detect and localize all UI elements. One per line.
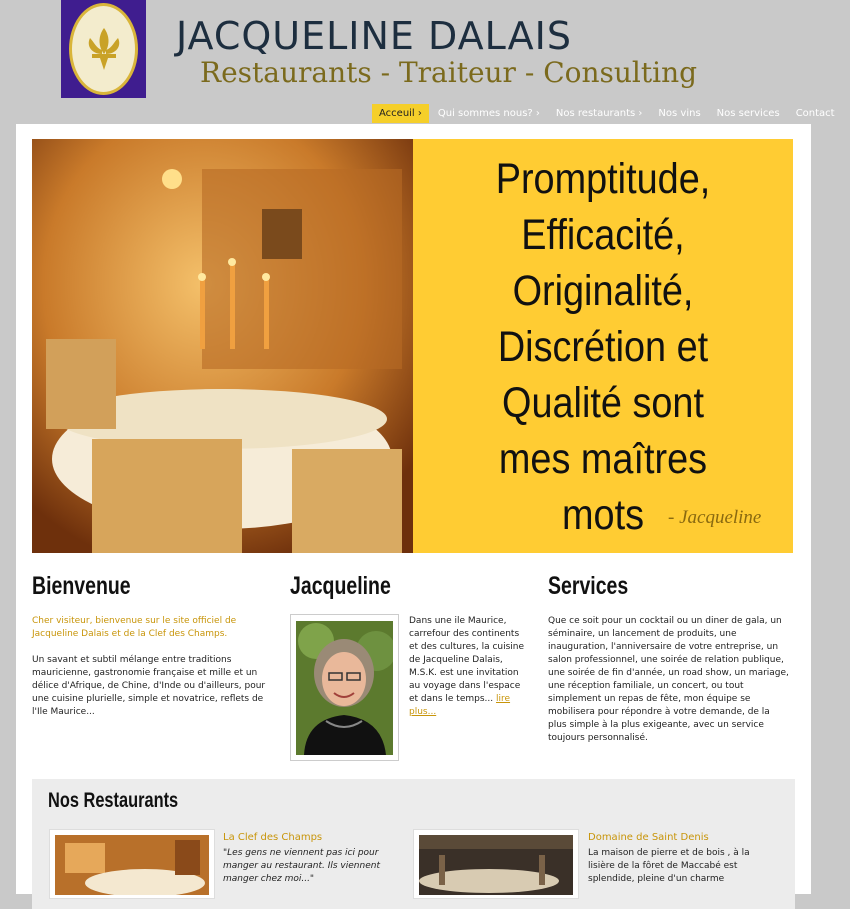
nav-nos-services[interactable]: Nos services — [716, 107, 780, 119]
content-panel — [16, 124, 811, 894]
nav-accueil[interactable]: Acceuil › — [372, 104, 429, 123]
jacqueline-heading: Jacqueline — [290, 572, 391, 600]
main-nav — [372, 102, 844, 124]
nav-contact[interactable]: Contact — [795, 107, 835, 119]
restaurant-name-clef-des-champs[interactable]: La Clef des Champs — [223, 832, 323, 843]
restaurants-section — [32, 779, 795, 909]
restaurants-heading: Nos Restaurants — [48, 789, 179, 812]
hero-photo — [32, 139, 413, 553]
services-body: Que ce soit pour un cocktail ou un diner de gala, un séminaire, un lancement de produits, une inauguration, l'anniversaire de votre entreprise, un salon professionnel, une soirée de relation publique, une soirée de fin d'année, un road show, un mariage, une réception familiale, un concert, ou tout simplement un repas de fête, mon équipe se mobilisera pour répondre à votre demande, de la plus simple à la plus exigeante, avec un service toujours personnalisé. — [548, 616, 789, 743]
jacqueline-body — [409, 615, 531, 719]
restaurant-desc-clef-des-champs: "Les gens ne viennent pas ici pour manger au restaurant. Ils viennent manger chez moi..." — [223, 848, 380, 884]
jacqueline-portrait — [290, 614, 399, 761]
bienvenue-intro: Cher visiteur, bienvenue sur le site officiel de Jacqueline Dalais et de la Clef des Champs. — [32, 616, 237, 639]
nav-nos-restaurants[interactable]: Nos restaurants › — [555, 107, 643, 119]
quote-author: - Jacqueline — [668, 507, 762, 528]
jacqueline-body-text: Dans une ile Maurice, carrefour des continents et des cultures, la cuisine de Jacqueline Dalais, M.S.K. est une invitation au voyage dans l'espace et dans le temps... — [409, 616, 525, 704]
brand-name: JACQUELINE DALAIS — [176, 14, 572, 58]
hero-quote-panel — [413, 139, 793, 553]
logo[interactable] — [61, 0, 146, 98]
hero-quote: Promptitude, Efficacité, Originalité, Discrétion et Qualité sont mes maîtres mots — [495, 155, 711, 539]
bienvenue-body: Un savant et subtil mélange entre traditions mauricienne, gastronomie française et mille et un délice d'Afrique, de Chine, d'Inde ou d'ailleurs, pour une cuisine plurielle, simple et novatrice, reflets de l'Ile Maurice... — [32, 655, 266, 717]
services-heading: Services — [548, 572, 629, 600]
brand-tagline: Restaurants - Traiteur - Consulting — [200, 56, 698, 89]
restaurant-desc-saint-denis: La maison de pierre et de bois , à la lisière de la fôret de Maccabé est splendide, pleine d'un charme — [588, 848, 750, 884]
restaurant-name-saint-denis[interactable]: Domaine de Saint Denis — [588, 832, 709, 843]
nav-qui-sommes-nous[interactable]: Qui sommes nous? › — [437, 107, 540, 119]
bienvenue-heading: Bienvenue — [32, 572, 131, 600]
read-more-link[interactable]: lire plus... — [409, 694, 511, 717]
fleur-de-lis-icon — [69, 3, 138, 95]
nav-nos-vins[interactable]: Nos vins — [658, 107, 701, 119]
